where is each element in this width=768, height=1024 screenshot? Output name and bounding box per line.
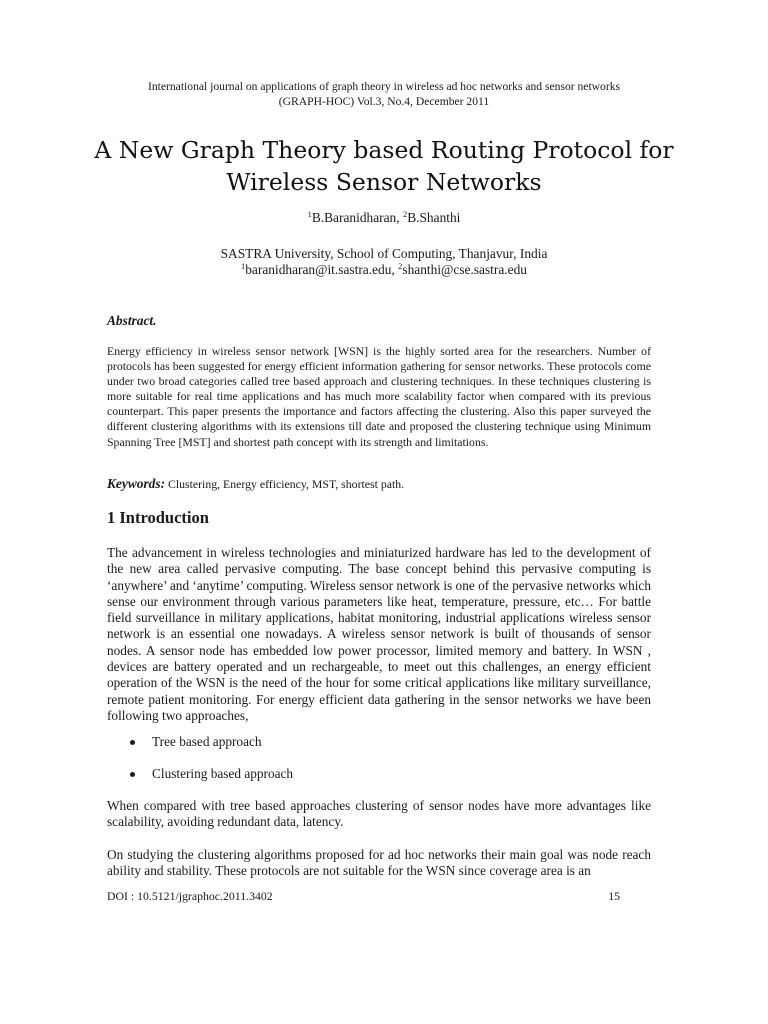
title-line-2: Wireless Sensor Networks (226, 168, 542, 196)
intro-paragraph-1: The advancement in wireless technologies and miniaturized hardware has led to the development of the new area called pervasive computing. The base concept behind this pervasive computing is ‘anywhere’ and ‘anytime’ computing. Wireless sensor network is one of the pervasive networks which sense our environment through various parameters like heat, temperature, pressure, etc… For battle field surveillance in military applications, habitat monitoring, industrial applications wireless sensor network is an essential one nowadays. A wireless sensor network is built of thousands of sensor nodes. A sensor node has embedded low power processor, limited memory and battery. In WSN , devices are battery operated and un rechargeable, to meet out this challenges, an energy efficient operation of the WSN is the need of the hour for some critical applications like military surveillance, remote patient monitoring. For energy efficient data gathering in the sensor networks we have been following two approaches, (107, 545, 651, 723)
author-list (0, 209, 768, 226)
email-1-marker: 1 (240, 261, 246, 271)
section-heading-introduction: 1 Introduction (107, 508, 209, 527)
keywords (107, 476, 651, 492)
abstract-heading: Abstract. (107, 313, 157, 328)
email-1: baranidharan@it.sastra.edu, (245, 262, 399, 277)
title-line-1: A New Graph Theory based Routing Protocol for (94, 136, 674, 164)
journal-header (0, 79, 768, 109)
doi-footer: DOI : 10.5121/jgraphoc.2011.3402 (107, 889, 273, 903)
email-2-marker: 2 (398, 261, 403, 271)
author-emails (0, 262, 768, 278)
author-1-name: B.Baranidharan, (311, 210, 403, 225)
affiliation (0, 246, 768, 278)
author-2-name: B.Shanthi (407, 210, 461, 225)
keywords-label: Keywords: (107, 476, 166, 491)
abstract-text: Energy efficiency in wireless sensor network [WSN] is the highly sorted area for the researchers. Number of protocols has been suggested for energy efficient information gathering for sensor networks. These protocols come under two broad categories called tree based approach and clustering techniques. In these techniques clustering is more suitable for real time applications and has much more scalability factor when compared with its previous counterpart. This paper presents the importance and factors affecting the clustering. Also this paper surveyed the different clustering algorithms with its extensions till date and proposed the clustering technique using Minimum Spanning Tree [MST] and shortest path concept with its strength and limitations. (107, 344, 651, 449)
paper-title (0, 134, 768, 198)
list-item-text: Tree based approach (152, 734, 262, 749)
page-number: 15 (608, 889, 620, 903)
journal-line-2: (GRAPH-HOC) Vol.3, No.4, December 2011 (278, 95, 490, 108)
bullet-icon (130, 772, 135, 777)
list-item-text: Clustering based approach (152, 766, 294, 781)
author-2-marker: 2 (402, 209, 408, 219)
institution: SASTRA University, School of Computing, Thanjavur, India (220, 246, 548, 261)
author-1-marker: 1 (307, 209, 312, 219)
email-2: shanthi@cse.sastra.edu (402, 262, 527, 277)
keywords-text: Clustering, Energy efficiency, MST, shortest path. (165, 477, 405, 491)
journal-line-1: International journal on applications of graph theory in wireless ad hoc networks and sensor networks (148, 80, 620, 93)
intro-paragraph-2: When compared with tree based approaches clustering of sensor nodes have more advantages like scalability, avoiding redundant data, latency. (107, 798, 651, 830)
bullet-icon (130, 740, 135, 745)
intro-paragraph-3: On studying the clustering algorithms proposed for ad hoc networks their main goal was node reach ability and stability. These protocols are not suitable for the WSN since coverage area is an (107, 847, 651, 879)
